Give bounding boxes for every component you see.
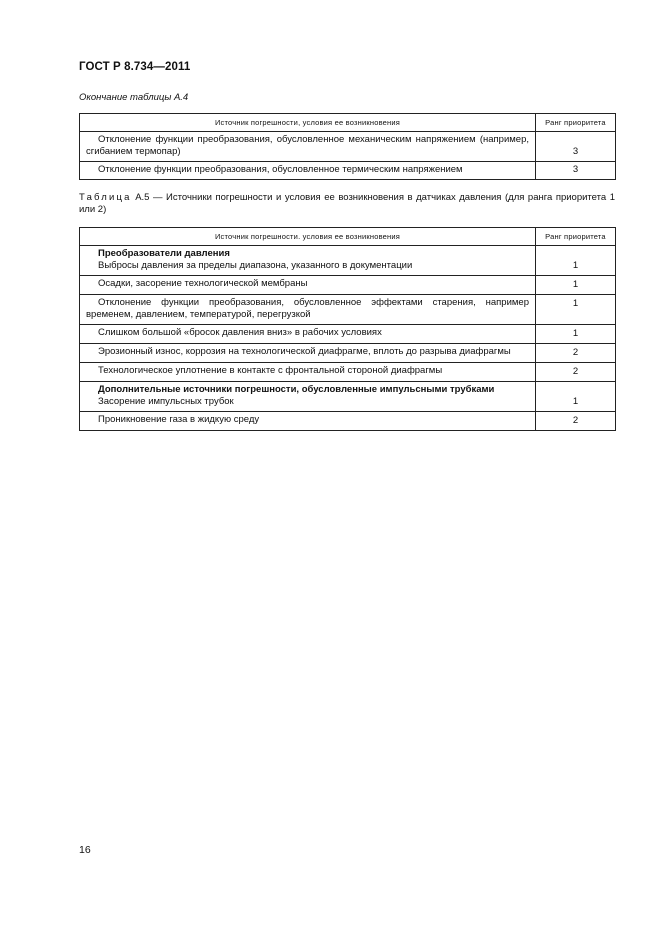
group-title: Преобразователи давления bbox=[98, 248, 230, 259]
table-row bbox=[80, 246, 616, 276]
row-rank: 3 bbox=[536, 132, 616, 162]
table-a5-caption-text: А.5 — Источники погрешности и условия ее возникновения в датчиках давления (для ранга приоритета 1 или 2) bbox=[79, 192, 615, 215]
row-rank: 2 bbox=[536, 363, 616, 382]
table-header-row bbox=[80, 114, 616, 132]
table-row bbox=[80, 412, 616, 431]
row-source: Засорение импульсных трубок bbox=[98, 396, 234, 407]
row-source: Выбросы давления за пределы диапазона, указанного в документации bbox=[98, 260, 413, 271]
table-row bbox=[80, 132, 616, 162]
row-source: Технологическое уплотнение в контакте с фронтальной стороной диафрагмы bbox=[98, 365, 443, 376]
column-header-source: Источник погрешности. условия ее возникновения bbox=[80, 228, 536, 246]
row-rank: 3 bbox=[536, 162, 616, 180]
row-rank: 1 bbox=[536, 295, 616, 325]
group-title: Дополнительные источники погрешности, обусловленные импульсными трубками bbox=[98, 384, 495, 395]
row-rank: 1 bbox=[536, 276, 616, 295]
column-header-source: Источник погрешности, условия ее возникновения bbox=[80, 114, 536, 132]
table-row bbox=[80, 325, 616, 344]
standard-header: ГОСТ Р 8.734—2011 bbox=[79, 61, 191, 73]
page-number: 16 bbox=[79, 844, 91, 856]
table-row bbox=[80, 382, 616, 412]
row-source: Эрозионный износ, коррозия на технологической диафрагме, вплоть до разрыва диафрагмы bbox=[98, 346, 511, 357]
table-row bbox=[80, 295, 616, 325]
row-source: Слишком большой «бросок давления вниз» в рабочих условиях bbox=[98, 327, 382, 338]
row-source: Осадки, засорение технологической мембраны bbox=[98, 278, 308, 289]
table-header-row bbox=[80, 228, 616, 246]
row-source: Проникновение газа в жидкую среду bbox=[98, 414, 260, 425]
row-rank: 2 bbox=[536, 344, 616, 363]
table-a4-caption: Окончание таблицы А.4 bbox=[79, 92, 189, 103]
column-header-rank: Ранг приоритета bbox=[536, 114, 616, 132]
row-rank: 2 bbox=[536, 412, 616, 431]
row-source: Отклонение функции преобразования, обусловленное термическим напряжением bbox=[98, 164, 463, 175]
table-a5 bbox=[79, 227, 616, 431]
column-header-rank: Ранг приоритета bbox=[536, 228, 616, 246]
row-rank: 1 bbox=[536, 246, 616, 276]
row-source: Отклонение функции преобразования, обусловленное механическим напряжением (например, сгибанием термопар) bbox=[86, 134, 529, 157]
table-a5-caption-word: Таблица bbox=[79, 192, 132, 203]
row-rank: 1 bbox=[536, 382, 616, 412]
table-row bbox=[80, 276, 616, 295]
table-a4 bbox=[79, 113, 616, 180]
row-source: Отклонение функции преобразования, обусловленное эффектами старения, например временем, давлением, температурой, перегрузкой bbox=[86, 297, 529, 320]
table-row bbox=[80, 363, 616, 382]
table-a5-caption bbox=[79, 192, 615, 216]
table-row bbox=[80, 162, 616, 180]
row-rank: 1 bbox=[536, 325, 616, 344]
table-row bbox=[80, 344, 616, 363]
